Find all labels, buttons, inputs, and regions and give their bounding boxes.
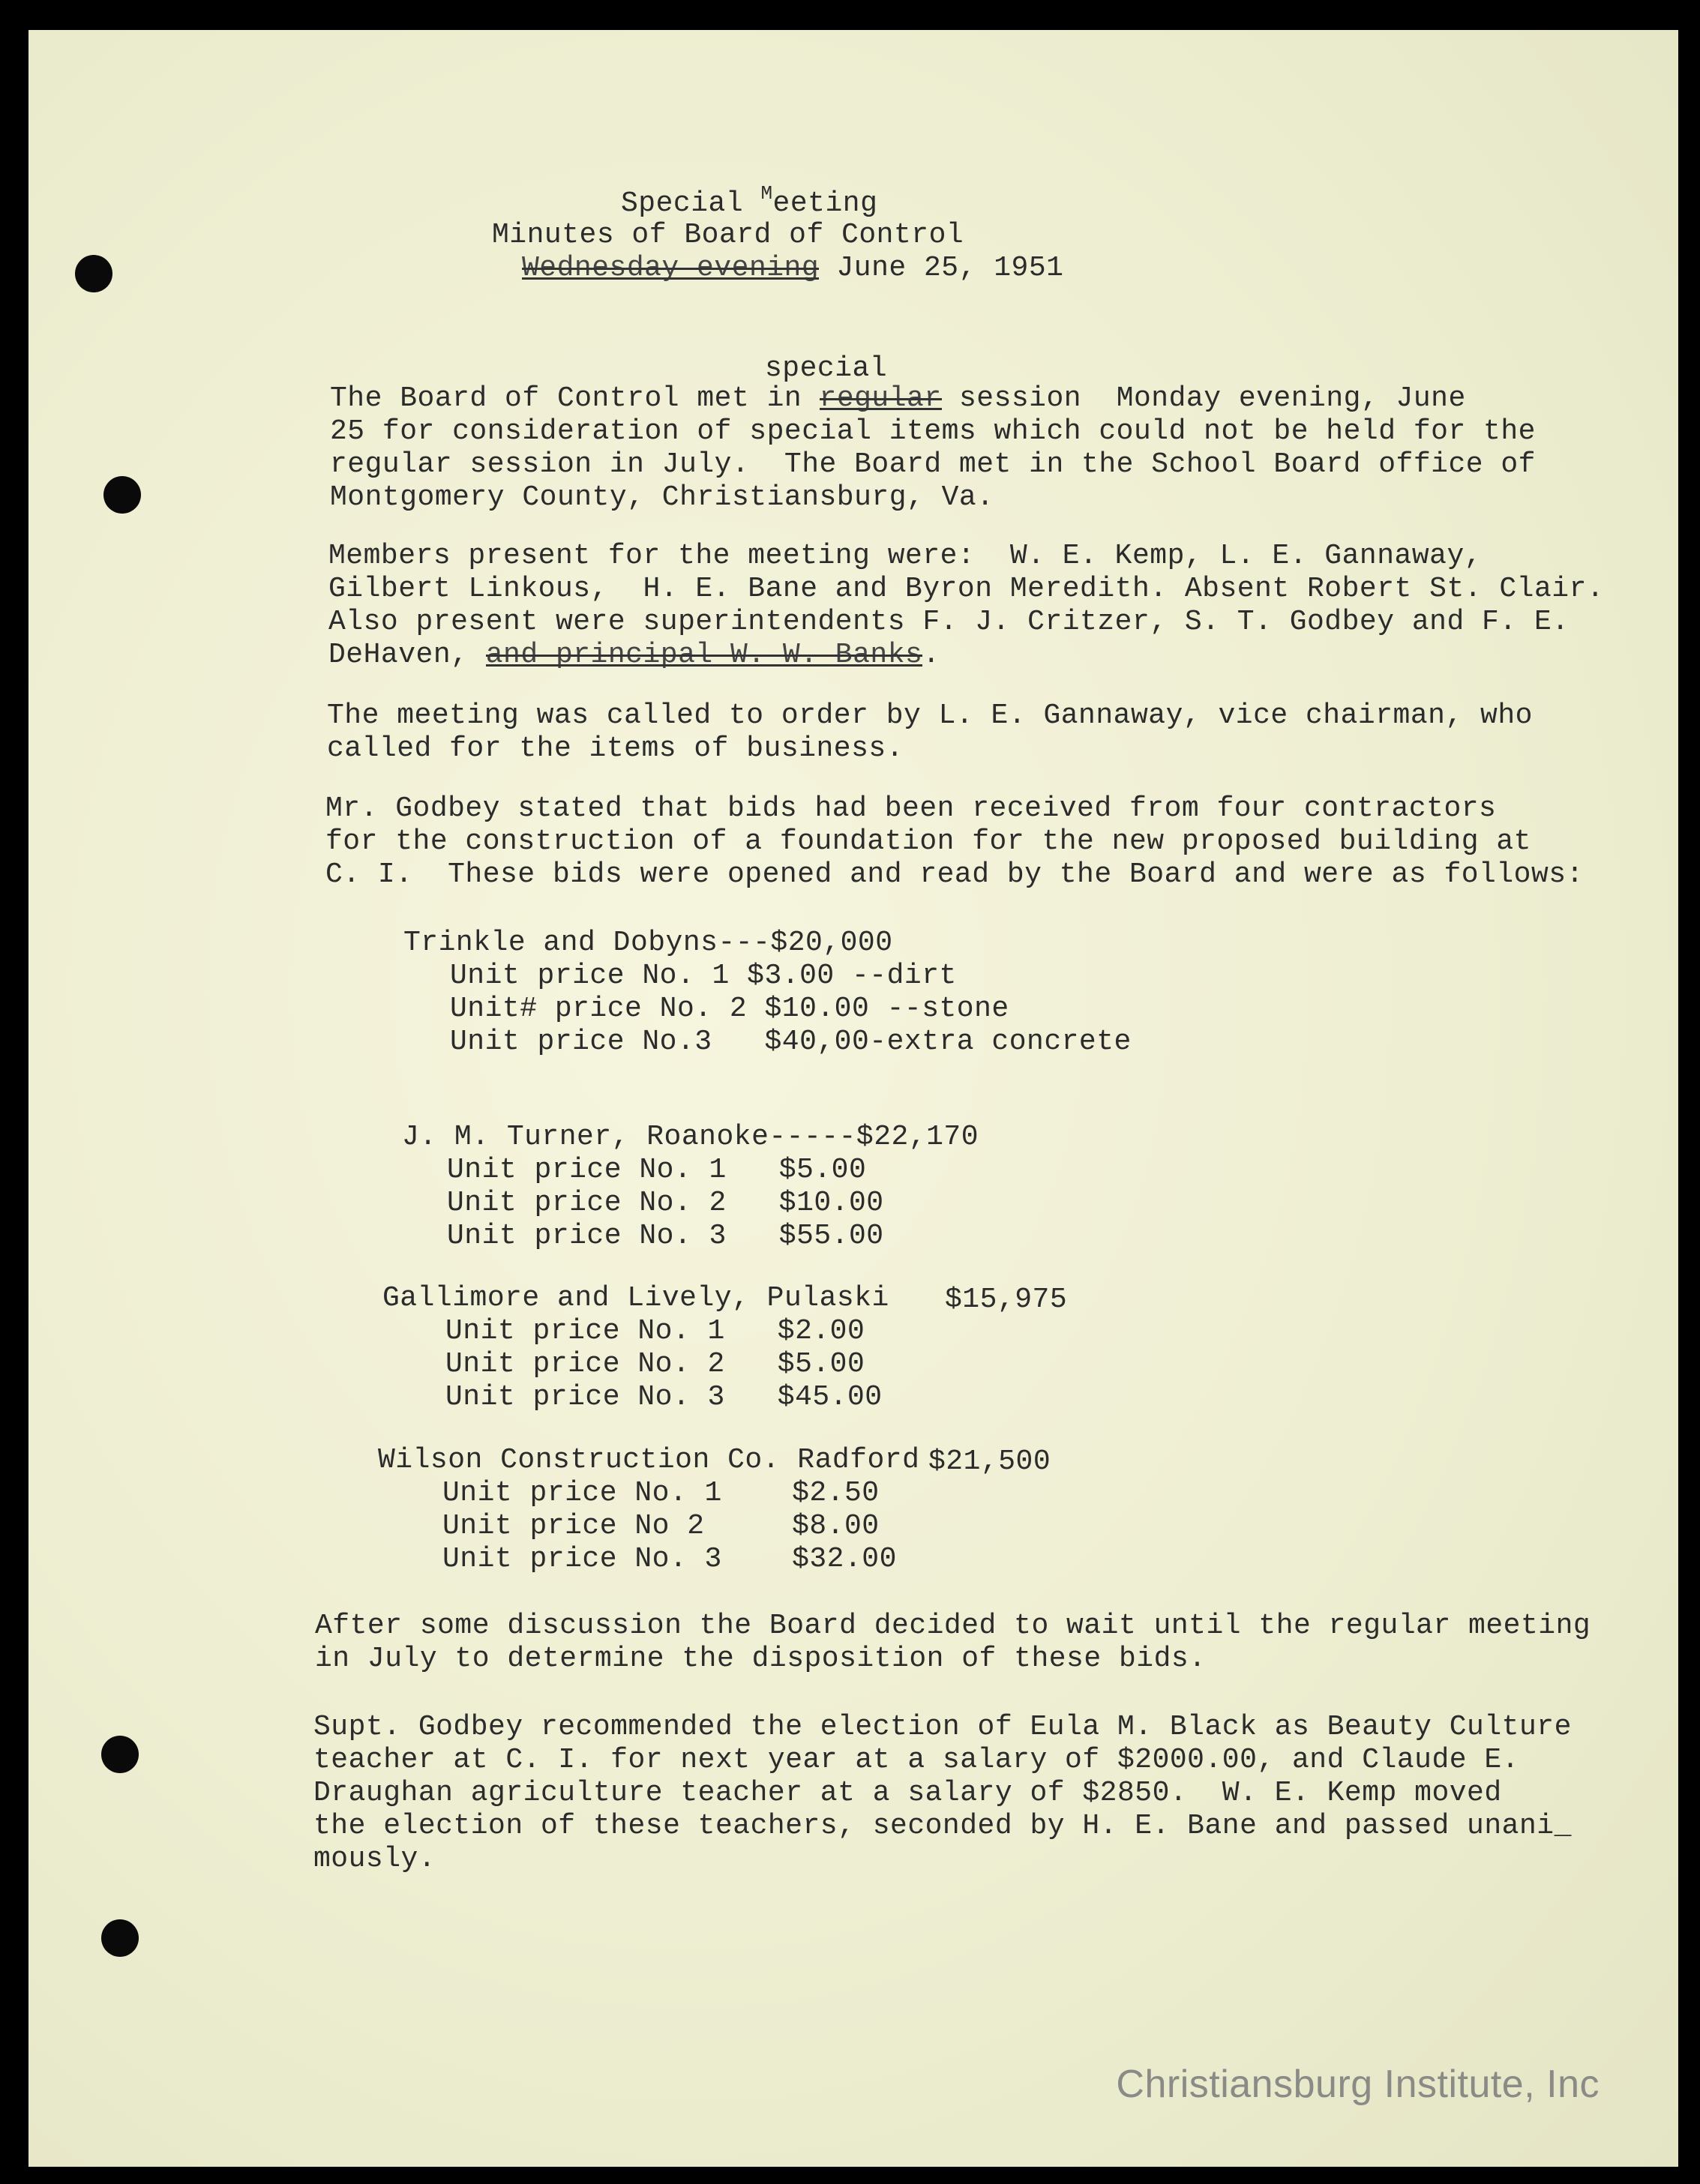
para6-line1: Supt. Godbey recommended the election of Eula M. Black as Beauty Culture: [313, 1711, 1572, 1743]
bid-unit-price: Unit price No 2 $8.00: [442, 1510, 880, 1542]
bid-unit-price: Unit# price No. 2 $10.00 --stone: [450, 993, 1009, 1025]
bid-unit-price: Unit price No. 3 $32.00: [442, 1543, 897, 1575]
para4-line2: for the construction of a foundation for the new proposed building at: [325, 825, 1531, 858]
para2-line4: DeHaven, and principal W. W. Banks.: [328, 639, 940, 671]
para3-line1: The meeting was called to order by L. E. Gannaway, vice chairman, who: [327, 700, 1533, 732]
para1-line3: regular session in July. The Board met in the School Board office of: [330, 448, 1536, 481]
bid-unit-price: Unit price No. 1 $2.50: [442, 1477, 880, 1509]
title-minutes: Minutes of Board of Control: [492, 219, 964, 251]
bid-total: $15,975: [945, 1284, 1068, 1316]
bid-unit-price: Unit price No. 2 $10.00: [447, 1187, 884, 1219]
para6-line5: mously.: [313, 1843, 436, 1875]
para6-line4: the election of these teachers, seconded by H. E. Bane and passed unani_: [313, 1810, 1572, 1842]
para6-line3: Draughan agriculture teacher at a salary of $2850. W. E. Kemp moved: [313, 1777, 1502, 1809]
para4-line3: C. I. These bids were opened and read by the Board and were as follows:: [325, 858, 1584, 891]
bid-unit-price: Unit price No. 3 $55.00: [447, 1220, 884, 1252]
bid-unit-price: Unit price No. 1 $2.00: [445, 1315, 865, 1347]
para3-line2: called for the items of business.: [327, 732, 904, 765]
para1-line4: Montgomery County, Christiansburg, Va.: [330, 481, 994, 514]
para2-line1: Members present for the meeting were: W. E. Kemp, L. E. Gannaway,: [328, 540, 1483, 572]
bid-unit-price: Unit price No.3 $40,00-extra concrete: [450, 1026, 1132, 1058]
bid-name: Gallimore and Lively, Pulaski: [382, 1282, 889, 1314]
para6-line2: teacher at C. I. for next year at a salary of $2000.00, and Claude E.: [313, 1744, 1519, 1776]
document-page: [28, 30, 1678, 2167]
para1-line2: 25 for consideration of special items which could not be held for the: [330, 415, 1536, 448]
para1-line1: The Board of Control met in regular session Monday evening, June: [330, 382, 1466, 415]
bid-unit-price: Unit price No. 3 $45.00: [445, 1381, 883, 1413]
punch-hole: [103, 476, 141, 514]
punch-hole: [101, 1919, 139, 1957]
bid-unit-price: Unit price No. 1 $3.00 --dirt: [450, 960, 957, 992]
para5-line1: After some discussion the Board decided to wait until the regular meeting: [315, 1610, 1591, 1642]
title-special-meeting: Special $^M$eeting: [621, 182, 878, 220]
para5-line2: in July to determine the disposition of these bids.: [315, 1643, 1207, 1675]
bid-unit-price: Unit price No. 1 $5.00: [447, 1154, 867, 1186]
bid-unit-price: Unit price No. 2 $5.00: [445, 1348, 865, 1380]
watermark-text: Christiansburg Institute, Inc: [1116, 2063, 1600, 2106]
para2-line3: Also present were superintendents F. J. Critzer, S. T. Godbey and F. E.: [328, 606, 1570, 638]
insertion-special: special: [765, 352, 888, 385]
para4-line1: Mr. Godbey stated that bids had been received from four contractors: [325, 792, 1497, 825]
punch-hole: [75, 255, 112, 292]
para2-line2: Gilbert Linkous, H. E. Bane and Byron Meredith. Absent Robert St. Clair.: [328, 573, 1605, 605]
punch-hole: [101, 1736, 139, 1773]
bid-name: J. M. Turner, Roanoke-----$22,170: [402, 1121, 979, 1153]
bid-name: Trinkle and Dobyns---$20,000: [403, 927, 893, 959]
bid-total: $21,500: [928, 1446, 1051, 1478]
bid-name: Wilson Construction Co. Radford: [378, 1444, 920, 1476]
title-date: Wednesday evening June 25, 1951: [522, 252, 1064, 284]
